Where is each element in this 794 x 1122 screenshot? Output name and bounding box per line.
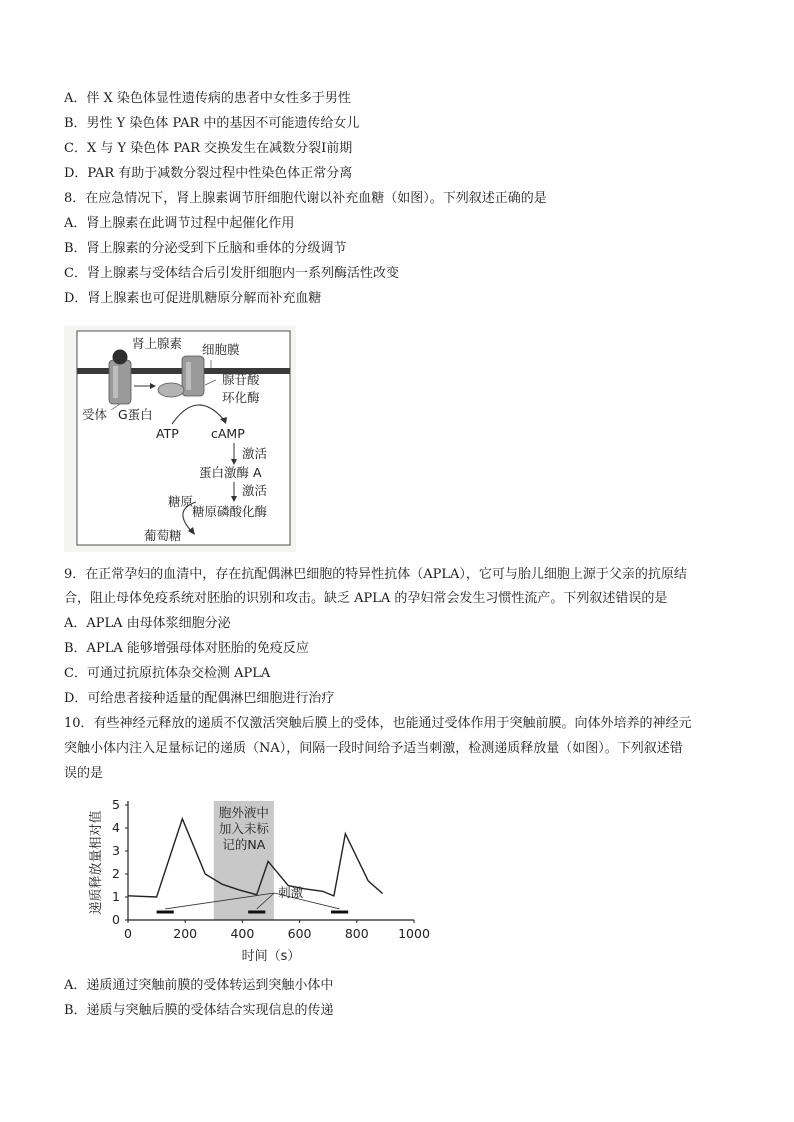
q8-option-a: A．肾上腺素在此调节过程中起催化作用 [64, 216, 295, 231]
q8-option-d: D．肾上腺素也可促进肌糖原分解而补充血糖 [64, 291, 322, 306]
y-axis-label: 递质释放量相对值 [89, 810, 104, 915]
x-tick-label: 0 [124, 926, 132, 941]
label-epinephrine: 肾上腺素 [132, 336, 183, 351]
y-tick-label: 4 [112, 820, 120, 835]
label-activate-1: 激活 [242, 446, 268, 461]
x-tick-label: 800 [344, 926, 369, 941]
epinephrine-molecule [113, 350, 128, 365]
label-membrane: 细胞膜 [202, 342, 240, 357]
x-tick-label: 600 [287, 926, 312, 941]
receptor-shape [109, 360, 131, 404]
y-tick-label: 0 [112, 912, 120, 927]
q10-stem-line1: 10．有些神经元释放的递质不仅激活突触后膜上的受体，也能通过受体作用于突触前膜。向体外培养的神经元 [64, 716, 692, 731]
x-tick-label: 400 [230, 926, 255, 941]
g-protein-shape [158, 383, 184, 397]
y-tick-label: 5 [112, 797, 120, 812]
q8-option-c: C．肾上腺素与受体结合后引发肝细胞内一系列酶活性改变 [64, 266, 399, 281]
q10-stem-line3: 误的是 [64, 766, 104, 781]
q9-option-b: B．APLA 能够增强母体对胚胎的免疫反应 [64, 641, 309, 656]
q7-option-c: C．X 与 Y 染色体 PAR 交换发生在减数分裂Ⅰ前期 [64, 141, 353, 156]
y-tick-label: 1 [112, 889, 120, 904]
q10-option-a: A．递质通过突触前膜的受体转运到突触小体中 [64, 978, 334, 993]
shaded-region-label: 加入未标 [218, 821, 269, 836]
label-glycogen: 糖原 [168, 494, 194, 509]
q7-option-b: B．男性 Y 染色体 PAR 中的基因不可能遗传给女儿 [64, 116, 360, 131]
label-camp: cAMP [211, 426, 245, 441]
q9-stem-line2: 合，阻止母体免疫系统对胚胎的识别和攻击。缺乏 APLA 的孕妇常会发生习惯性流产。下列叙述错误的是 [64, 591, 668, 606]
label-glycogen-phosphorylase: 糖原磷酸化酶 [192, 504, 268, 519]
label-adenylate-cyclase-2: 环化酶 [222, 390, 260, 405]
q9-option-d: D．可给患者接种适量的配偶淋巴细胞进行治疗 [64, 691, 335, 706]
q10-stem-line2: 突触小体内注入足量标记的递质（NA），间隔一段时间给予适当刺激，检测递质释放量（如图）。下列叙述错 [64, 741, 683, 756]
epinephrine-pathway-figure [64, 326, 296, 552]
q8-option-b: B．肾上腺素的分泌受到下丘脑和垂体的分级调节 [64, 241, 347, 256]
y-tick-label: 2 [112, 866, 120, 881]
q7-option-a: A．伴 X 染色体显性遗传病的患者中女性多于男性 [64, 91, 351, 106]
q10-option-b: B．递质与突触后膜的受体结合实现信息的传递 [64, 1003, 334, 1018]
x-tick-label: 200 [173, 926, 198, 941]
y-tick-label: 3 [112, 843, 120, 858]
adenylate-cyclase-shape [182, 356, 204, 396]
transmitter-release-chart [84, 790, 444, 966]
shaded-region-label: 胞外液中 [218, 805, 269, 820]
q7-option-d: D．PAR 有助于减数分裂过程中性染色体正常分离 [64, 166, 353, 181]
x-axis-label: 时间（s） [241, 949, 301, 964]
label-protein-kinase-a: 蛋白激酶 A [199, 465, 262, 480]
x-tick-label: 1000 [398, 926, 430, 941]
label-receptor: 受体 [82, 407, 108, 422]
label-activate-2: 激活 [242, 483, 268, 498]
stimulus-label: 刺激 [278, 885, 304, 900]
label-atp: ATP [156, 426, 179, 441]
shaded-region-label: 记的NA [222, 837, 266, 852]
q8-stem: 8．在应急情况下，肾上腺素调节肝细胞代谢以补充血糖（如图）。下列叙述正确的是 [64, 191, 547, 206]
q9-option-a: A．APLA 由母体浆细胞分泌 [64, 616, 231, 631]
q9-stem-line1: 9．在正常孕妇的血清中，存在抗配偶淋巴细胞的特异性抗体（APLA），它可与胎儿细胞上源于父亲的抗原结 [64, 567, 687, 582]
label-g-protein: G蛋白 [118, 407, 153, 422]
label-adenylate-cyclase-1: 腺苷酸 [222, 372, 260, 387]
label-glucose: 葡萄糖 [144, 528, 182, 543]
q9-option-c: C．可通过抗原抗体杂交检测 APLA [64, 666, 271, 681]
